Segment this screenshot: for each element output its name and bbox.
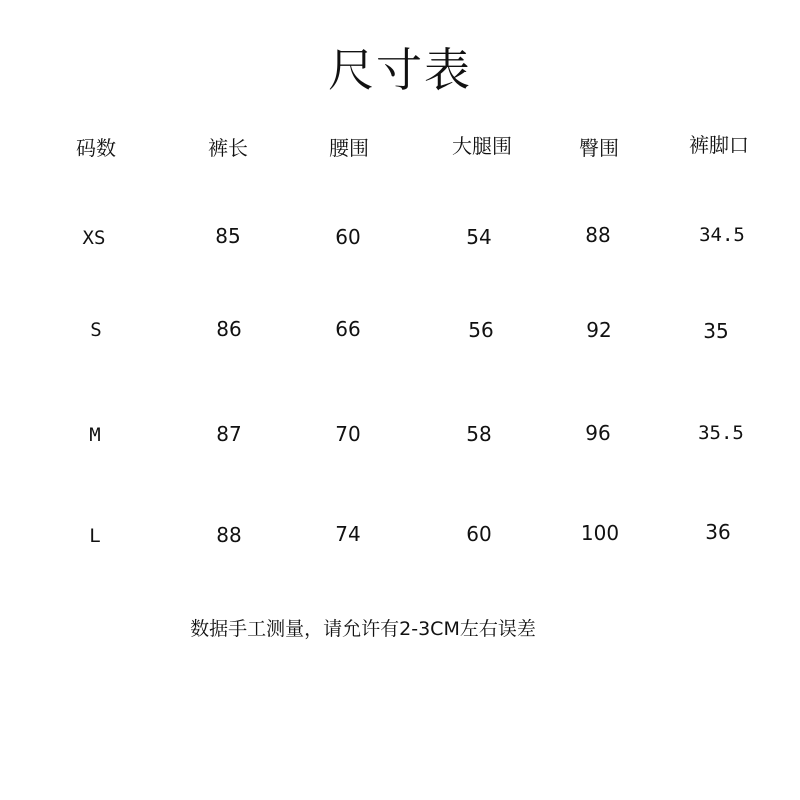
table-cell-waist: 70 bbox=[335, 422, 361, 446]
table-cell-hem: 34.5 bbox=[699, 224, 745, 246]
table-cell-hem: 35.5 bbox=[698, 422, 744, 444]
col-header-thigh: 大腿围 bbox=[452, 134, 512, 158]
table-cell-pants-length: 88 bbox=[216, 523, 242, 547]
measurement-note: 数据手工测量，请允许有2-3CM左右误差 bbox=[190, 618, 536, 640]
table-cell-waist: 60 bbox=[335, 225, 361, 249]
table-cell-waist: 66 bbox=[335, 317, 361, 341]
table-cell-pants-length: 87 bbox=[216, 422, 242, 446]
table-cell-hip: 100 bbox=[580, 521, 620, 545]
col-header-pants-length: 裤长 bbox=[208, 136, 248, 160]
col-header-hem: 裤脚口 bbox=[689, 133, 749, 157]
col-header-size: 码数 bbox=[76, 136, 116, 160]
table-cell-hem: 35 bbox=[703, 319, 729, 343]
col-header-waist: 腰围 bbox=[329, 136, 369, 160]
table-cell-hip: 96 bbox=[585, 421, 611, 445]
table-cell-size: M bbox=[89, 424, 101, 446]
table-cell-thigh: 56 bbox=[468, 318, 494, 342]
table-cell-hem: 36 bbox=[705, 520, 731, 544]
table-cell-thigh: 54 bbox=[466, 225, 492, 249]
col-header-hip: 臀围 bbox=[579, 136, 619, 160]
table-cell-hip: 92 bbox=[586, 318, 612, 342]
table-cell-pants-length: 86 bbox=[216, 317, 242, 341]
table-cell-size: XS bbox=[82, 227, 106, 249]
table-cell-thigh: 58 bbox=[466, 422, 492, 446]
table-cell-thigh: 60 bbox=[466, 522, 492, 546]
table-cell-size: S bbox=[90, 319, 102, 341]
table-cell-waist: 74 bbox=[335, 522, 361, 546]
table-cell-pants-length: 85 bbox=[215, 224, 241, 248]
table-cell-hip: 88 bbox=[585, 223, 611, 247]
table-cell-size: L bbox=[89, 525, 101, 547]
page-title: 尺寸表 bbox=[328, 43, 472, 97]
